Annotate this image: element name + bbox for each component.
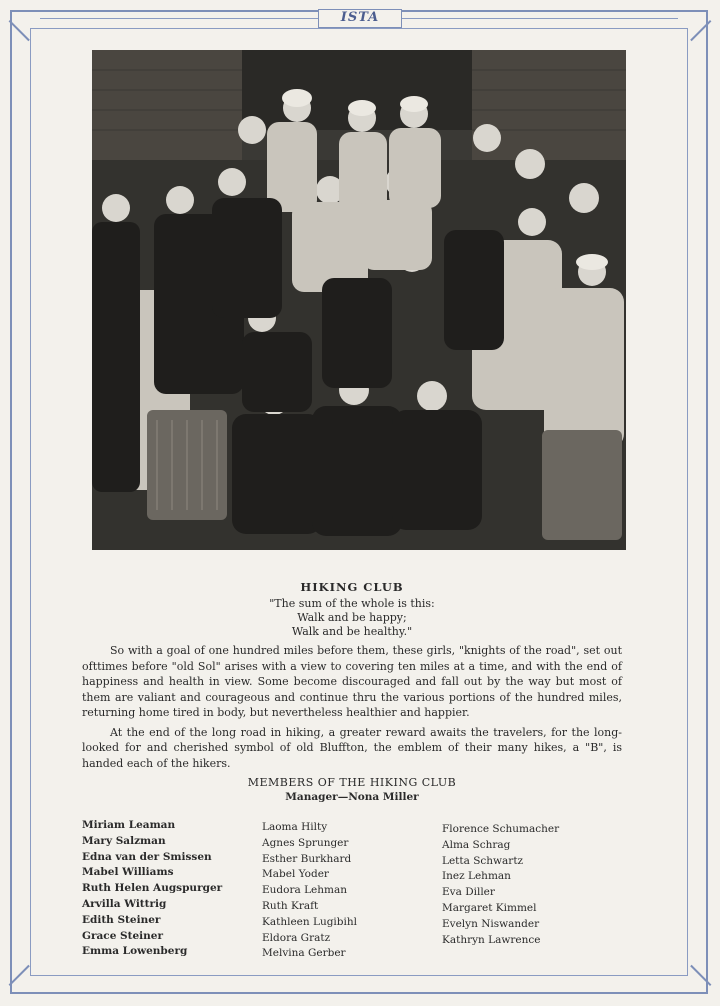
member-name: Florence Schumacher xyxy=(442,823,560,835)
members-column-3 xyxy=(442,822,559,948)
member-name: Eudora Lehman xyxy=(262,884,348,897)
member-name: Eldora Gratz xyxy=(262,931,331,944)
member-name: Margaret Kimmel xyxy=(442,901,537,914)
frame-corner-bottom-right xyxy=(686,972,710,996)
member-name: Mary Salzman xyxy=(82,834,166,847)
article-paragraph-2: At the end of the long road in hiking, a greater reward awaits the travelers, for the long-looked for and cherished symbol of old Bluffton, the emblem of their many hikes, a "B", is handed each of the hikers. xyxy=(82,725,622,770)
member-name: Arvilla Wittrig xyxy=(82,897,167,910)
member-name: Inez Lehman xyxy=(442,870,511,883)
verse-line-3: Walk and be healthy." xyxy=(291,625,413,638)
member-name: Melvina Gerber xyxy=(262,947,346,960)
member-name: Emma Lowenberg xyxy=(82,945,188,958)
member-name: Edith Steiner xyxy=(82,913,161,926)
member-name: Ruth Helen Augspurger xyxy=(82,882,223,895)
member-name: Laoma Hilty xyxy=(262,821,328,833)
group-photo-image xyxy=(92,50,626,550)
member-name: Letta Schwartz xyxy=(442,854,524,867)
member-name: Mabel Williams xyxy=(82,866,174,879)
frame-corner-bottom-left xyxy=(10,972,34,996)
manager-line: Manager—Nona Miller xyxy=(285,791,419,803)
article xyxy=(82,580,622,803)
member-name: Agnes Sprunger xyxy=(262,836,349,849)
header-badge: ISTA xyxy=(318,9,402,28)
member-name: Ruth Kraft xyxy=(262,899,319,912)
article-paragraph-1: So with a goal of one hundred miles before them, these girls, "knights of the road", set out ofttimes before "old Sol" arises with a view to covering ten miles at a time, and with the end of happiness and health in view. Some become discouraged and fall out by the way but most of them are valiant and courageous and continue thru the various portions of the hundred miles, returning home tired in body, but nevertheless healthier and happier. xyxy=(82,644,622,719)
member-name: Eva Diller xyxy=(442,886,495,899)
member-name: Alma Schrag xyxy=(442,838,511,851)
frame-corner-top-right xyxy=(686,10,710,34)
member-name: Miriam Leaman xyxy=(82,819,176,831)
article-title: HIKING CLUB xyxy=(300,580,404,594)
member-name: Kathleen Lugibihl xyxy=(262,915,357,928)
member-name: Esther Burkhard xyxy=(262,852,352,865)
members-column-1 xyxy=(82,818,222,960)
verse-line-1: "The sum of the whole is this: xyxy=(269,597,435,610)
member-name: Grace Steiner xyxy=(82,929,163,942)
member-name: Evelyn Niswander xyxy=(442,917,540,930)
members-heading: MEMBERS OF THE HIKING CLUB xyxy=(247,776,457,789)
verse-line-2: Walk and be happy; xyxy=(297,611,407,624)
members-column-2 xyxy=(262,820,357,962)
member-name: Mabel Yoder xyxy=(262,868,329,881)
frame-corner-top-left xyxy=(10,10,34,34)
member-name: Kathryn Lawrence xyxy=(442,933,541,946)
member-name: Edna van der Smissen xyxy=(82,850,212,863)
